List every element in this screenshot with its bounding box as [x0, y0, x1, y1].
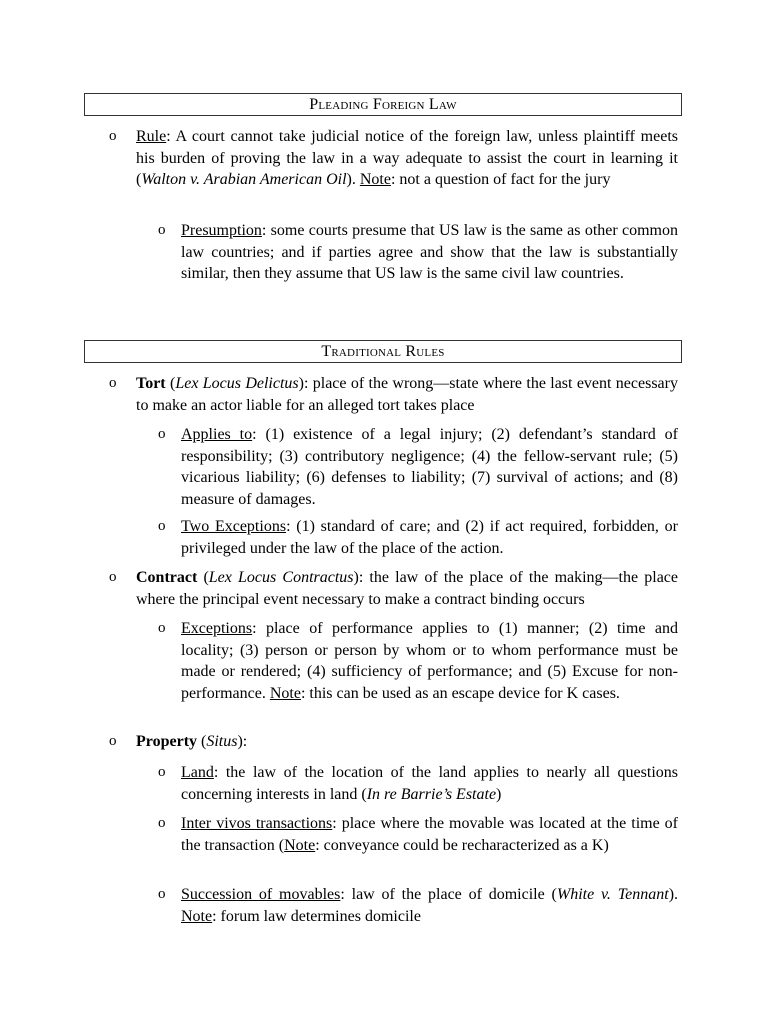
- bullet-icon: o: [158, 222, 166, 238]
- item-text: [181, 424, 678, 510]
- text-run: : (1) existence of a legal injury; (2) defendant’s standard of responsibility; (3) contributory negligence; (4) the fellow-servant rule; (5) vicarious liability; (6) defenses to liability; (7) survival of actions; and (8) measure of damages.: [181, 426, 679, 508]
- italic-text: In re Barrie’s Estate: [366, 785, 497, 803]
- bullet-icon: o: [109, 128, 117, 144]
- list-item: [158, 618, 678, 704]
- bullet-icon: o: [109, 733, 117, 749]
- text-run: : not a question of fact for the jury: [390, 171, 611, 188]
- bullet-icon: o: [109, 375, 117, 391]
- text-run: (: [197, 733, 207, 750]
- underlined-text: Land: [181, 764, 214, 781]
- item-text: [181, 884, 678, 927]
- bullet-icon: o: [158, 886, 166, 902]
- underlined-text: Applies to: [181, 426, 253, 443]
- bold-text: Property: [136, 733, 198, 750]
- text-run: : place where the movable was located at the time of the transaction (: [181, 815, 679, 854]
- underlined-text: Presumption: [181, 222, 262, 239]
- bullet-icon: o: [109, 569, 117, 585]
- underlined-text: Inter vivos transactions: [181, 815, 333, 832]
- list-item: [158, 884, 679, 927]
- item-text: [136, 567, 678, 610]
- text-run: : forum law determines domicile: [212, 907, 421, 925]
- text-run: ).: [668, 886, 679, 903]
- text-run: : conveyance could be recharacterized as a K): [315, 836, 609, 854]
- item-text: [136, 126, 678, 191]
- item-text: [181, 516, 678, 559]
- italic-text: Walton v. Arabian American Oil: [141, 171, 347, 188]
- text-run: ):: [237, 733, 248, 750]
- text-run: ): the law of the place of the making—the place where the principal event necessary to make a contract binding occurs: [136, 569, 678, 608]
- bold-text: Tort: [136, 375, 166, 392]
- italic-text: White v. Tennant: [556, 886, 669, 903]
- list-item: [158, 762, 678, 805]
- bullet-icon: o: [158, 764, 166, 780]
- bullet-icon: o: [158, 518, 166, 534]
- section-heading: Pleading Foreign Law: [309, 95, 457, 113]
- section-heading: Traditional Rules: [321, 342, 445, 360]
- list-item: [109, 731, 678, 753]
- text-run: ).: [346, 171, 360, 188]
- underlined-text: Note: [359, 171, 391, 188]
- underlined-text: Two Exceptions: [181, 518, 287, 535]
- text-run: : this can be used as an escape device for K cases.: [300, 684, 620, 702]
- underlined-text: Succession of movables: [181, 886, 341, 903]
- item-text: [181, 813, 678, 856]
- bullet-icon: o: [158, 815, 166, 831]
- text-run: : the law of the location of the land applies to nearly all questions concerning interests in land (: [181, 764, 678, 803]
- bullet-icon: o: [158, 620, 166, 636]
- bullet-icon: o: [158, 426, 166, 442]
- section-heading-box: [84, 93, 682, 116]
- italic-text: Lex Locus Contractus: [208, 569, 354, 586]
- list-item: [158, 220, 678, 285]
- underlined-text: Note: [181, 907, 213, 925]
- list-item: [158, 516, 678, 559]
- list-item: [158, 424, 679, 510]
- underlined-text: Note: [284, 836, 316, 854]
- text-run: ): [496, 785, 502, 803]
- underlined-text: Note: [269, 684, 301, 702]
- list-item: [109, 126, 678, 191]
- underlined-text: Rule: [136, 128, 167, 145]
- bold-text: Contract: [136, 569, 198, 586]
- item-text: [136, 731, 678, 753]
- item-text: [136, 373, 678, 416]
- list-item: [109, 567, 678, 610]
- list-item: [109, 373, 678, 416]
- list-item: [158, 813, 679, 856]
- section-heading-box: [84, 340, 682, 363]
- text-run: : A court cannot take judicial notice of the foreign law, unless plaintiff meets his burden of proving the law in a way adequate to assist the court in learning it (: [136, 128, 678, 188]
- item-text: [181, 220, 678, 285]
- italic-text: Lex Locus Delictus: [175, 375, 299, 392]
- item-text: [181, 618, 678, 704]
- text-run: (: [165, 375, 176, 392]
- text-run: : (1) standard of care; and (2) if act required, forbidden, or privileged under the law of the place of the action.: [181, 518, 678, 557]
- text-run: : some courts presume that US law is the same as other common law countries; and if parties agree and show that the law is substantially similar, then they assume that US law is the same civil law countries.: [181, 222, 678, 282]
- text-run: : law of the place of domicile (: [340, 886, 557, 903]
- italic-text: Situs: [206, 733, 238, 750]
- item-text: [181, 762, 678, 805]
- text-run: (: [197, 569, 209, 586]
- text-run: : place of performance applies to (1) manner; (2) time and locality; (3) person or person by whom or to whom performance must be made or rendered; (4) sufficiency of performance; and (5) Excuse for non-performance.: [181, 620, 678, 702]
- underlined-text: Exceptions: [181, 620, 253, 637]
- text-run: ): place of the wrong—state where the last event necessary to make an actor liable for an alleged tort takes place: [136, 375, 678, 414]
